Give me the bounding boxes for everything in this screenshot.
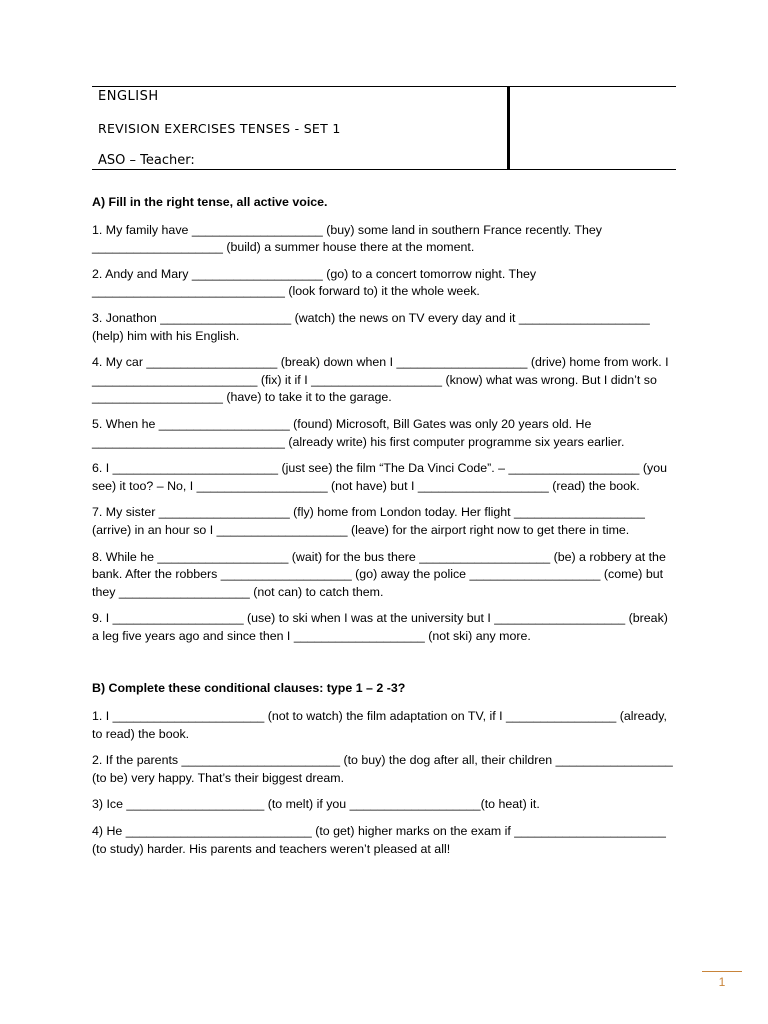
exercise-a-1: 1. My family have ___________________ (buy) some land in southern France recently. They ___________________ (build) a summer house there at the moment.: [92, 222, 602, 255]
exercise-a-4: 4. My car ___________________ (break) down when I ___________________ (drive) home from work. I ________________________ (fix) it if I ___________________ (know) what was wrong. But I didn’t so ___________________ (have) to take it to the garage.: [92, 355, 669, 405]
exercise-a-2: 2. Andy and Mary ___________________ (go) to a concert tomorrow night. They ____________________________ (look forward to) it the whole week.: [92, 266, 537, 299]
section-b-title: B) Complete these conditional clauses: type 1 – 2 -3?: [92, 681, 406, 696]
exercise-a-5: 5. When he ___________________ (found) Microsoft, Bill Gates was only 20 years old. He ____________________________ (already write) his first computer programme six years earlier.: [92, 416, 625, 449]
exercise-a-9: 9. I ___________________ (use) to ski when I was at the university but I ___________________ (break) a leg five years ago and since then I ___________________ (not ski) any more.: [92, 611, 668, 643]
header-box: [92, 86, 676, 170]
exercise-b-1: 1. I ______________________ (not to watch) the film adaptation on TV, if I ________________ (already, to read) the book.: [92, 709, 668, 741]
worksheet-title: REVISION EXERCISES TENSES - SET 1: [98, 121, 341, 136]
exercise-b-3: 3) Ice ____________________ (to melt) if you ___________________(to heat) it.: [92, 797, 540, 812]
worksheet-body: [92, 194, 678, 867]
exercise-a-8: 8. While he ___________________ (wait) for the bus there ___________________ (be) a robbery at the bank. After the robbers ___________________ (go) away the police ___________________ (come) but they ___________________ (not can) to catch them.: [92, 549, 666, 599]
exercise-a-7: 7. My sister ___________________ (fly) home from London today. Her flight ___________________ (arrive) in an hour so I ___________________ (leave) for the airport right now to get there in time.: [92, 505, 645, 537]
exercise-a-6: 6. I ________________________ (just see) the film “The Da Vinci Code”. – ___________________ (you see) it too? – No, I ___________________ (not have) but I ___________________ (read) the book.: [92, 461, 667, 493]
exercise-b-4: 4) He ___________________________ (to get) higher marks on the exam if ______________________ (to study) harder. His parents and teachers weren’t pleased at all!: [92, 824, 666, 856]
exercise-b-2: 2. If the parents _______________________ (to buy) the dog after all, their children _________________ (to be) very happy. That’s their biggest dream.: [92, 753, 673, 785]
section-a-title: A) Fill in the right tense, all active voice.: [92, 195, 328, 209]
exercise-a-3: 3. Jonathon ___________________ (watch) the news on TV every day and it ___________________ (help) him with his English.: [92, 310, 650, 343]
footer-rule: [702, 971, 742, 972]
section-spacer: [92, 654, 678, 680]
teacher-label: ASO – Teacher:: [98, 153, 195, 168]
page-number: 1: [718, 975, 726, 989]
subject-label: ENGLISH: [98, 89, 159, 104]
header-divider: [507, 87, 510, 169]
